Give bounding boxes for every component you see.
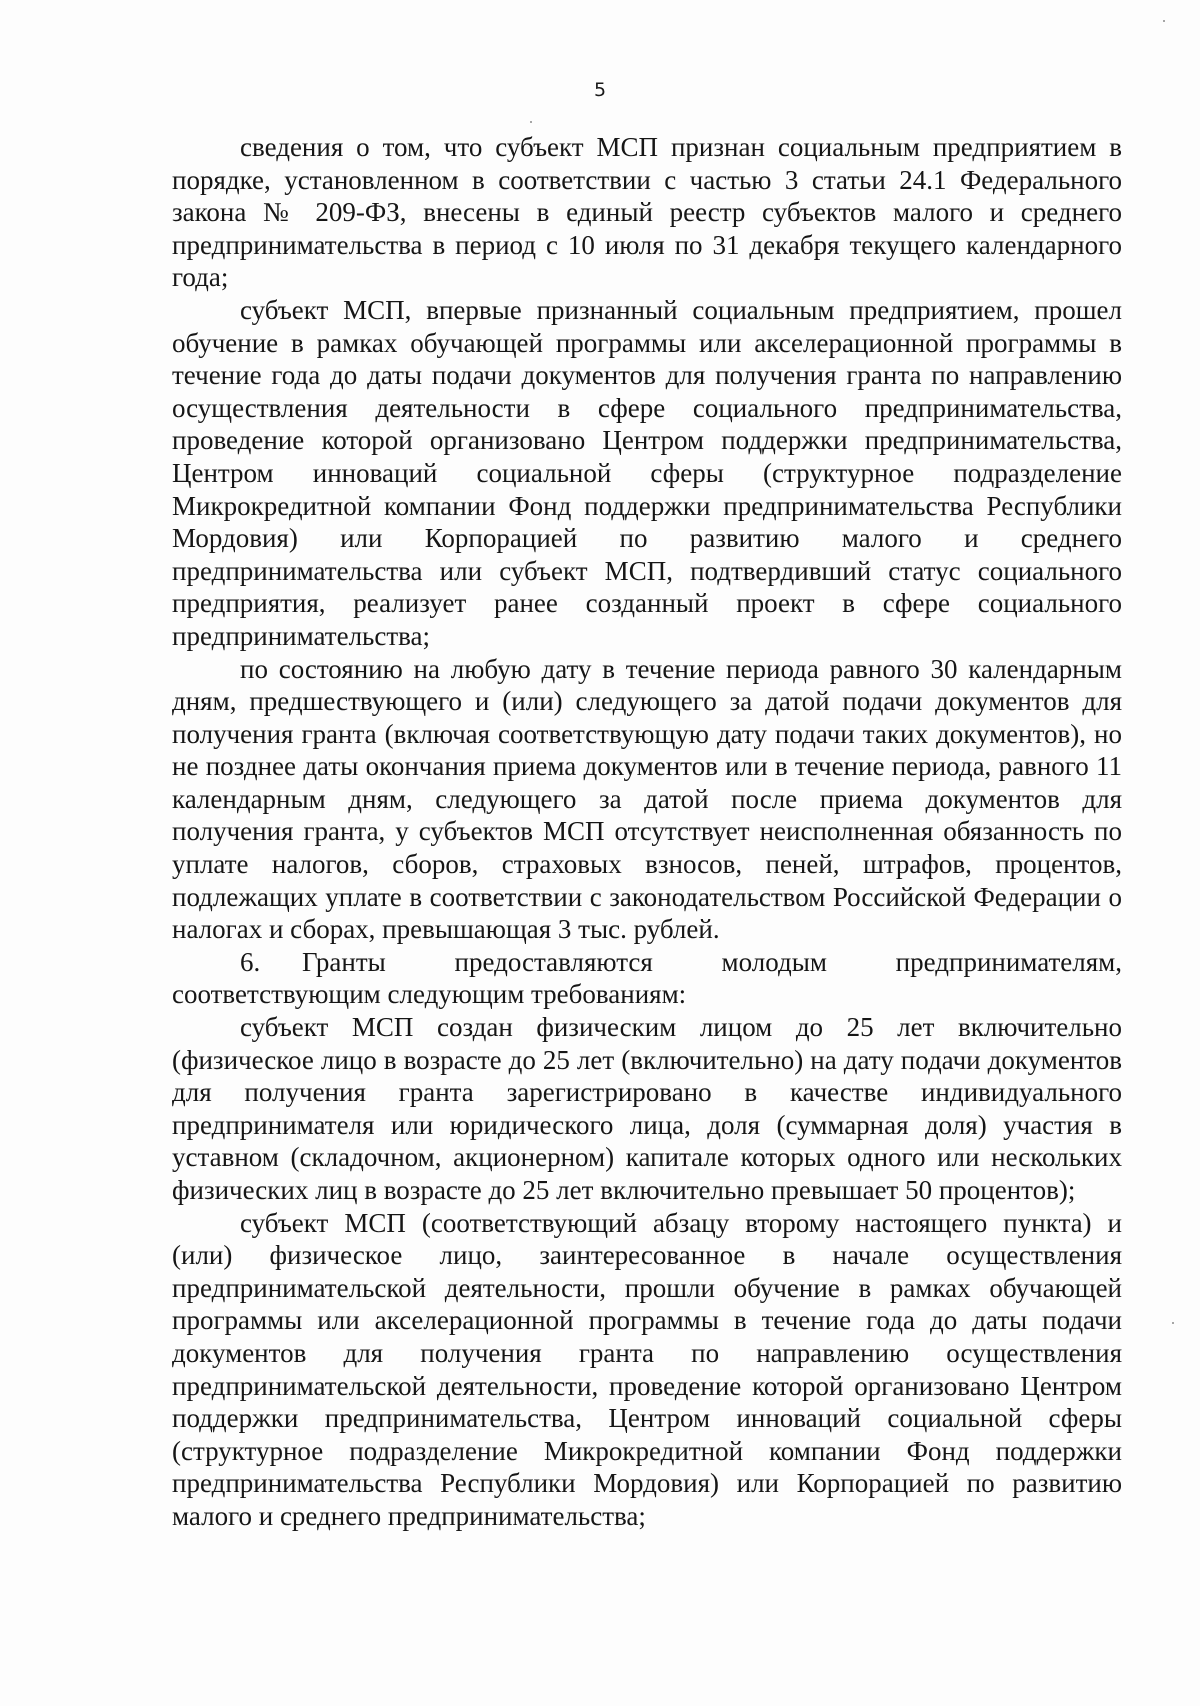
item-number: 6. [240,946,261,977]
paragraph-young-training: субъект МСП (соответствующий абзацу второму настоящего пункта) и (или) физическое лицо, заинтересованное в начале осуществления предпринимательской деятельности, прошли обучение в рамках обучающей программы или акселерационной программы в течение года до даты подачи документов для получения гранта по направлению осуществления предпринимательской деятельности, проведение которой организовано Центром поддержки предпринимательства, Центром инноваций социальной сферы (структурное подразделение Микрокредитной компании Фонд поддержки предпринимательства Республики Мордовия) или Корпорацией по развитию малого и среднего предпринимательства; [172,1207,1122,1531]
paragraph-item-6 [172,946,1122,1011]
scan-speck [530,121,532,123]
paragraph-young-founder: субъект МСП создан физическим лицом до 25 лет включительно (физическое лицо в возрасте до 25 лет (включительно) на дату подачи документов для получения гранта зарегистрировано в качестве индивидуального предпринимателя или юридического лица, доля (суммарная доля) участия в уставном (складочном, акционерном) капитале которых одного или нескольких физических лиц в возрасте до 25 лет включительно превышает 50 процентов); [172,1012,1122,1205]
paragraph-social-registry: сведения о том, что субъект МСП признан социальным предприятием в порядке, установленном в соответствии с частью 3 статьи 24.1 Федерального закона № 209-ФЗ, внесены в единый реестр субъектов малого и среднего предпринимательства в период с 10 июля по 31 декабря текущего календарного года; [172,132,1122,293]
scan-speck [1172,1322,1174,1324]
page-number: 5 [593,79,607,101]
scan-speck [1163,20,1165,22]
document-body [172,131,1122,1533]
paragraph-tax-arrears: по состоянию на любую дату в течение периода равного 30 календарным дням, предшествующего и (или) следующего за датой подачи документов для получения гранта (включая соответствующую дату подачи таких документов), но не позднее даты окончания приема документов или в течение периода, равного 11 календарным дням, следующего за датой после приема документов для получения гранта, у субъектов МСП отсутствует неисполненная обязанность по уплате налогов, сборов, страховых взносов, пеней, штрафов, процентов, подлежащих уплате в соответствии с законодательством Российской Федерации о налогах и сборах, превышающая 3 тыс. рублей. [172,653,1122,945]
paragraph-social-training: субъект МСП, впервые признанный социальным предприятием, прошел обучение в рамках обучающей программы или акселерационной программы в течение года до даты подачи документов для получения гранта по направлению осуществления деятельности в сфере социального предпринимательства, проведение которой организовано Центром поддержки предпринимательства, Центром инноваций социальной сферы (структурное подразделение Микрокредитной компании Фонд поддержки предпринимательства Республики Мордовия) или Корпорацией по развитию малого и среднего предпринимательства или субъект МСП, подтвердивший статус социального предприятия, реализует ранее созданный проект в сфере социального предпринимательства; [172,294,1122,651]
item-6-text: Гранты предоставляются молодым предпринимателям, соответствующим следующим требованиям: [172,946,1122,1010]
